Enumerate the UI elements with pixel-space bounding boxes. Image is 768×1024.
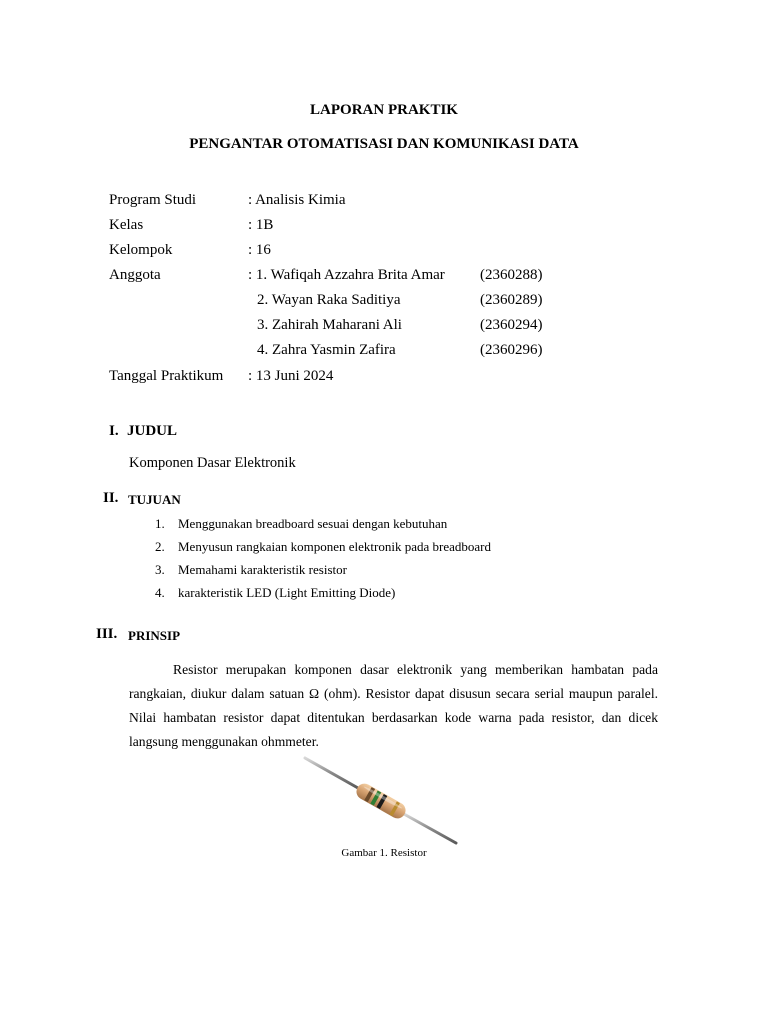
paragraph-line: rangkaian, diukur dalam satuan Ω (ohm). Resistor dapat disusun secara serial maupun paralel.	[129, 686, 658, 701]
tanggal-label: Tanggal Praktikum	[109, 368, 224, 384]
member-name: 4. Zahra Yasmin Zafira	[257, 342, 396, 358]
kelas-value: : 1B	[248, 217, 274, 233]
paragraph-line: langsung menggunakan ohmmeter.	[129, 734, 319, 749]
member-name: 3. Zahirah Maharani Ali	[257, 317, 402, 333]
objective-number: 2.	[155, 539, 165, 554]
judul-text: Komponen Dasar Elektronik	[129, 455, 296, 471]
member-id: (2360288)	[480, 267, 543, 283]
resistor-lead-left	[305, 758, 358, 788]
member-id: (2360296)	[480, 342, 543, 358]
kelompok-label: Kelompok	[109, 242, 173, 258]
objective-text: Menyusun rangkaian komponen elektronik pada breadboard	[178, 539, 491, 554]
objective-number: 4.	[155, 585, 165, 600]
section-number: III.	[96, 626, 118, 642]
kelompok-value: : 16	[248, 242, 271, 258]
report-subtitle: PENGANTAR OTOMATISASI DAN KOMUNIKASI DATA	[189, 136, 579, 152]
resistor-body	[354, 781, 409, 822]
section-heading-tujuan: TUJUAN	[128, 492, 181, 507]
report-title: LAPORAN PRAKTIK	[310, 102, 458, 118]
objective-number: 3.	[155, 562, 165, 577]
member-id: (2360289)	[480, 292, 543, 308]
member-name: 2. Wayan Raka Saditiya	[257, 292, 401, 308]
section-heading-judul: JUDUL	[127, 423, 178, 439]
paragraph-line: Resistor merupakan komponen dasar elektronik yang memberikan hambatan pada	[173, 662, 658, 677]
objective-text: Memahami karakteristik resistor	[178, 562, 347, 577]
kelas-label: Kelas	[109, 217, 144, 233]
program-value: : Analisis Kimia	[248, 192, 346, 208]
section-number: II.	[103, 490, 119, 506]
program-label: Program Studi	[109, 192, 197, 208]
paragraph-line: Nilai hambatan resistor dapat ditentukan berdasarkan kode warna pada resistor, dan dicek	[129, 710, 658, 725]
tanggal-value: : 13 Juni 2024	[248, 368, 334, 384]
objective-text: karakteristik LED (Light Emitting Diode)	[178, 585, 396, 600]
prinsip-paragraph	[129, 658, 658, 754]
member-id: (2360294)	[480, 317, 543, 333]
objective-text: Menggunakan breadboard sesuai dengan kebutuhan	[178, 516, 448, 531]
resistor-lead-right	[404, 814, 456, 843]
anggota-label: Anggota	[109, 267, 161, 283]
objective-number: 1.	[155, 516, 165, 531]
section-heading-prinsip: PRINSIP	[128, 628, 181, 643]
section-number: I.	[109, 423, 119, 439]
figure-caption: Gambar 1. Resistor	[341, 847, 427, 859]
resistor-image	[300, 752, 464, 848]
member-name: : 1. Wafiqah Azzahra Brita Amar	[248, 267, 445, 283]
